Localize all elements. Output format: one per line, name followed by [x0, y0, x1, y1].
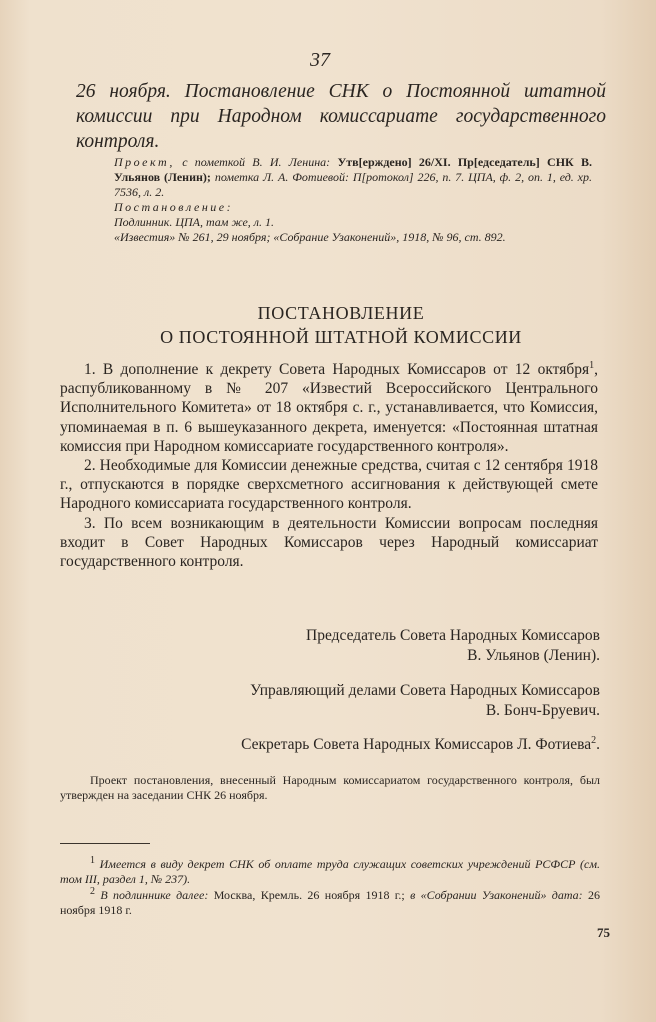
source-note-original: Подлинник. ЦПА, там же, л. 1. — [114, 215, 275, 229]
page-number: 75 — [597, 925, 610, 940]
draft-remark: с пометкой В. И. Ленина: — [182, 155, 331, 169]
resolution-label: Постановление: — [114, 200, 234, 214]
draft-label: Проект, — [114, 155, 175, 169]
decree-title — [76, 301, 606, 349]
footnote-1: $^1$ Имеется в виду декрет СНК об оплате труда служащих советских учреждений РСФСР (см. том III, раздел 1, № 237). — [60, 855, 601, 886]
source-note-draft — [114, 155, 592, 200]
footnote-ref-2: 2 — [591, 734, 597, 746]
paragraph-3: 3. По всем возникающим в деятельности Комиссии вопросам последняя входит в Совет Народных Комиссаров через Народный комиссариат государственного контроля. — [60, 514, 598, 571]
source-notes — [114, 155, 592, 245]
footnote-divider — [60, 843, 150, 844]
source-note-resolution — [114, 200, 592, 215]
chair-name: В. Ульянов (Ленин). — [467, 646, 600, 664]
signature-chair — [306, 626, 600, 665]
protocol-reference: П[ротокол] 226, п. 7. ЦПА, ф. 2, оп. 1, ед. хр. 7536, л. 2. — [114, 170, 593, 199]
document-heading: 26 ноября. Постановление СНК о Постоянной штатной комиссии при Народном комиссариате государственного контроля. — [76, 81, 606, 152]
manager-name: В. Бонч-Бруевич. — [485, 701, 600, 719]
paragraph-1: 1. В дополнение к декрету Совета Народных Комиссаров от 12 октября$^1$, распубликованному в № 207 «Известий Всероссийского Центрального Исполнительного Комитета» от 18 октября с. г., устанавливается, что Комиссия, упоминаемая в п. 6 вышеуказанного декрета, именуется: «Постоянная штатная комиссия при Народном комиссариате государственного контроля». — [60, 359, 598, 455]
document-number: 37 — [310, 49, 330, 71]
source-note-publication: «Известия» № 261, 29 ноября; «Собрание Узаконений», 1918, № 96, ст. 892. — [114, 230, 506, 244]
chair-title: Председатель Совета Народных Комиссаров — [306, 627, 600, 644]
secretary-line: Секретарь Совета Народных Комиссаров Л. Фотиева — [241, 736, 592, 753]
approval-mark: Утв[ерждено] 26/XI. Пр[едседатель] СНК В. Ульянов (Ленин); — [114, 155, 593, 184]
manager-title: Управляющий делами Совета Народных Комиссаров — [250, 682, 600, 699]
signature-secretary: Секретарь Совета Народных Комиссаров Л. Фотиева$^2$. — [241, 734, 600, 753]
decree-title-line1: ПОСТАНОВЛЕНИЕ — [257, 303, 425, 323]
editor-note: Проект постановления, внесенный Народным комиссариатом государственного контроля, был утвержден на заседании СНК 26 ноября. — [60, 773, 600, 802]
paragraph-2: 2. Необходимые для Комиссии денежные средства, считая с 12 сентября 1918 г., отпускаются в порядке сверхсметного ассигнования к действующей смете Народного комиссариата государственного контроля. — [60, 457, 598, 513]
footnote-2: $^2$ В подлиннике далее: Москва, Кремль. 26 ноября 1918 г.; в «Собрании Узаконений» дата: 26 ноября 1918 г. — [60, 886, 601, 917]
fotieva-remark: пометка Л. А. Фотиевой: — [214, 170, 349, 184]
footnotes — [60, 857, 600, 919]
footnote-ref-1: 1 — [589, 359, 595, 371]
signature-manager — [250, 681, 600, 720]
decree-title-line2: О ПОСТОЯННОЙ ШТАТНОЙ КОМИССИИ — [160, 327, 522, 347]
decree-body — [60, 360, 598, 571]
